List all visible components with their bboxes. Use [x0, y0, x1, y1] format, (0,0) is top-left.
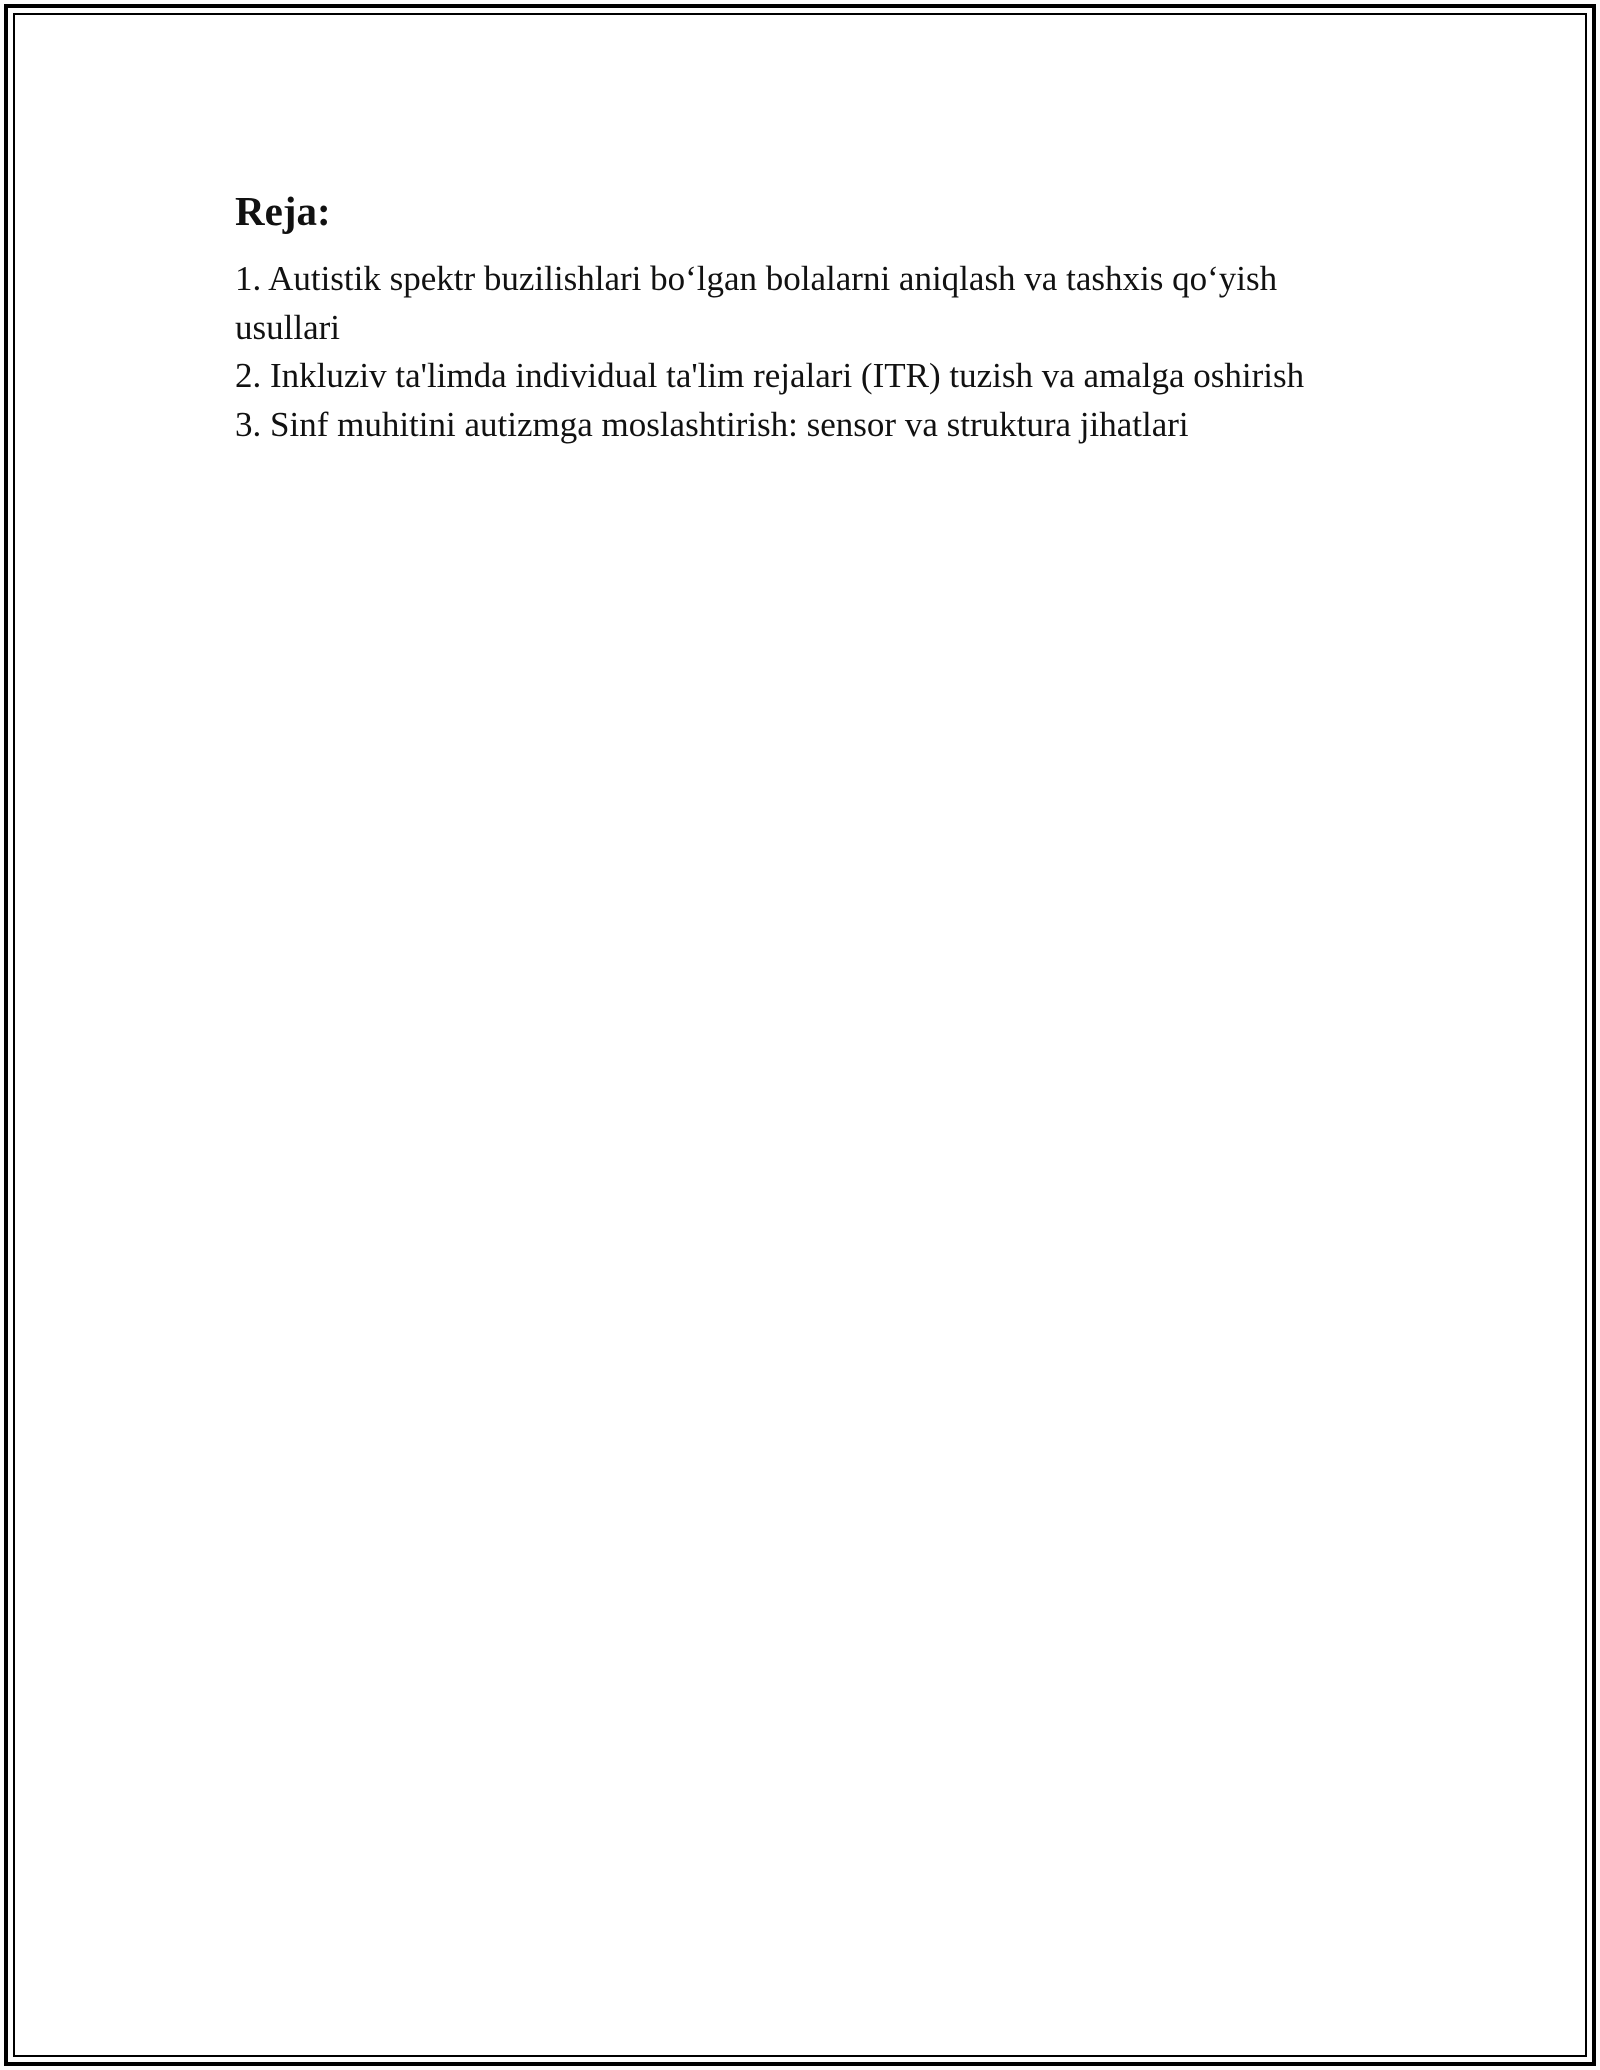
plan-heading: Reja:: [235, 188, 331, 234]
plan-item: 2. Inkluziv ta'limda individual ta'lim rejalari (ITR) tuzish va amalga oshirish: [235, 356, 1305, 395]
page-content: [235, 185, 1365, 449]
plan-list: [235, 255, 1365, 449]
plan-item: 3. Sinf muhitini autizmga moslashtirish: sensor va struktura jihatlari: [235, 404, 1189, 444]
plan-item: 1. Autistik spektr buzilishlari bo‘lgan bolalarni aniqlash va tashxis qo‘yish usullari: [235, 259, 1278, 347]
